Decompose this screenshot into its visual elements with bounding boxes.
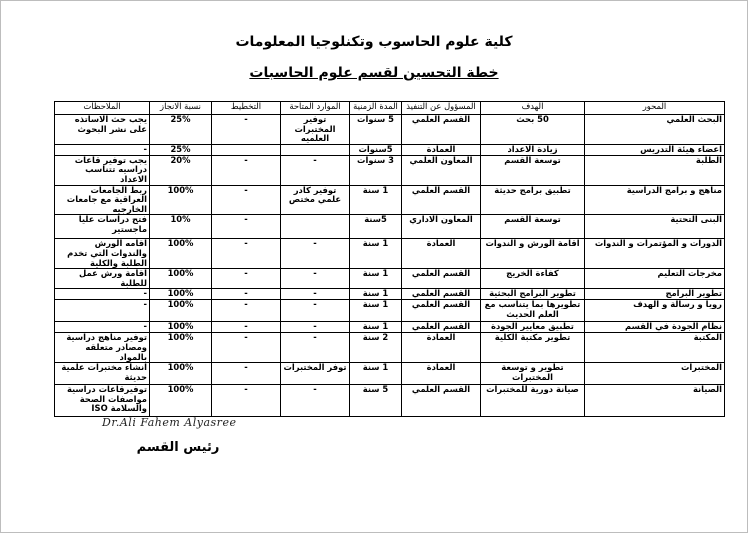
cell-planning: - bbox=[212, 333, 281, 363]
cell-resources: - bbox=[281, 322, 350, 333]
cell-duration: 1 سنة bbox=[350, 239, 402, 269]
cell-planning: - bbox=[212, 322, 281, 333]
table-row bbox=[55, 269, 725, 289]
plan-title: خطة التحسين لقسم علوم الحاسبات bbox=[249, 65, 499, 81]
cell-goal: تطوير البرامج البحثية bbox=[481, 289, 585, 300]
cell-goal: زيادة الاعداد bbox=[481, 144, 585, 155]
cell-duration: 2 سنة bbox=[350, 333, 402, 363]
header-completion-rate: نسبة الانجاز bbox=[150, 102, 212, 115]
cell-goal: توسعة القسم bbox=[481, 155, 585, 185]
cell-completion-rate: 100% bbox=[150, 239, 212, 269]
table-row bbox=[55, 289, 725, 300]
cell-notes: فتح دراسات عليا ماجستير bbox=[55, 215, 150, 239]
cell-notes: - bbox=[55, 289, 150, 300]
cell-responsible: العمادة bbox=[402, 239, 481, 269]
cell-completion-rate: 20% bbox=[150, 155, 212, 185]
cell-responsible: القسم العلمي bbox=[402, 269, 481, 289]
cell-planning: - bbox=[212, 269, 281, 289]
cell-responsible: العمادة bbox=[402, 363, 481, 385]
cell-duration: 1 سنة bbox=[350, 289, 402, 300]
cell-planning: - bbox=[212, 363, 281, 385]
cell-duration: 5سنوات bbox=[350, 144, 402, 155]
header-resources: الموارد المتاحة bbox=[281, 102, 350, 115]
cell-resources: - bbox=[281, 289, 350, 300]
cell-duration: 1 سنة bbox=[350, 300, 402, 322]
cell-responsible: القسم العلمي bbox=[402, 115, 481, 145]
cell-planning: - bbox=[212, 115, 281, 145]
cell-completion-rate: 100% bbox=[150, 385, 212, 417]
signature: Dr.Ali Fahem Alyasree bbox=[102, 416, 237, 429]
cell-planning: - bbox=[212, 239, 281, 269]
header-responsible: المسؤول عن التنفيذ bbox=[402, 102, 481, 115]
cell-axis: الدورات و المؤتمرات و الندوات bbox=[585, 239, 725, 269]
cell-duration: 1 سنة bbox=[350, 322, 402, 333]
cell-goal: كفاءة الخريج bbox=[481, 269, 585, 289]
cell-duration: 5 سنة bbox=[350, 385, 402, 417]
table-row bbox=[55, 144, 725, 155]
header-duration: المدة الزمنية bbox=[350, 102, 402, 115]
table-row bbox=[55, 215, 725, 239]
header-axis: المحور bbox=[585, 102, 725, 115]
table-row bbox=[55, 115, 725, 145]
cell-goal: صيانة دورية للمختبرات bbox=[481, 385, 585, 417]
cell-axis: البنى التحتية bbox=[585, 215, 725, 239]
cell-planning: - bbox=[212, 215, 281, 239]
cell-planning: - bbox=[212, 185, 281, 215]
cell-notes: يجب توفير قاعات دراسيه تتناسب الاعداد bbox=[55, 155, 150, 185]
cell-resources: - bbox=[281, 269, 350, 289]
cell-notes: - bbox=[55, 322, 150, 333]
cell-responsible: القسم العلمي bbox=[402, 289, 481, 300]
cell-duration: 3 سنوات bbox=[350, 155, 402, 185]
cell-duration: 1 سنة bbox=[350, 185, 402, 215]
cell-axis: الصيانة bbox=[585, 385, 725, 417]
cell-responsible: العمادة bbox=[402, 144, 481, 155]
cell-responsible: القسم العلمي bbox=[402, 385, 481, 417]
cell-completion-rate: 100% bbox=[150, 300, 212, 322]
cell-goal: اقامة الورش و الندوات bbox=[481, 239, 585, 269]
cell-notes: انشاء مختبرات علمية حديثة bbox=[55, 363, 150, 385]
table-row bbox=[55, 322, 725, 333]
cell-notes: ربط الجامعات العراقية مع جامعات الخارجيه bbox=[55, 185, 150, 215]
header-goal: الهدف bbox=[481, 102, 585, 115]
cell-resources: - bbox=[281, 333, 350, 363]
department-head-label: رئيس القسم bbox=[136, 440, 220, 455]
cell-planning: - bbox=[212, 300, 281, 322]
cell-completion-rate: 25% bbox=[150, 144, 212, 155]
header-planning: التخطيط bbox=[212, 102, 281, 115]
improvement-plan-table bbox=[54, 101, 725, 417]
table-row bbox=[55, 155, 725, 185]
table-row bbox=[55, 300, 725, 322]
table-row bbox=[55, 239, 725, 269]
cell-goal: تطوير مكتبة الكلية bbox=[481, 333, 585, 363]
cell-completion-rate: 100% bbox=[150, 363, 212, 385]
cell-axis: تطوير البرامج bbox=[585, 289, 725, 300]
cell-axis: اعضاء هيئة التدريس bbox=[585, 144, 725, 155]
cell-completion-rate: 100% bbox=[150, 289, 212, 300]
cell-responsible: العمادة bbox=[402, 333, 481, 363]
cell-completion-rate: 100% bbox=[150, 322, 212, 333]
cell-notes: - bbox=[55, 144, 150, 155]
cell-axis: مناهج و برامج الدراسية bbox=[585, 185, 725, 215]
cell-notes: يجب حث الاساتذه على نشر البحوث bbox=[55, 115, 150, 145]
header-row bbox=[55, 102, 725, 115]
cell-resources: توفر المختبرات bbox=[281, 363, 350, 385]
cell-planning bbox=[212, 144, 281, 155]
cell-axis: نظام الجودة في القسم bbox=[585, 322, 725, 333]
table-row bbox=[55, 385, 725, 417]
cell-resources: توفير المختبرات العلميه bbox=[281, 115, 350, 145]
cell-duration: 5سنة bbox=[350, 215, 402, 239]
cell-planning: - bbox=[212, 289, 281, 300]
cell-resources: توفير كادر علمي مختص bbox=[281, 185, 350, 215]
cell-resources bbox=[281, 144, 350, 155]
cell-completion-rate: 10% bbox=[150, 215, 212, 239]
cell-goal: 50 بحث bbox=[481, 115, 585, 145]
cell-responsible: القسم العلمي bbox=[402, 322, 481, 333]
table-row bbox=[55, 333, 725, 363]
cell-responsible: المعاون العلمي bbox=[402, 155, 481, 185]
cell-duration: 1 سنة bbox=[350, 269, 402, 289]
cell-goal: تطبيق معايير الجودة bbox=[481, 322, 585, 333]
cell-goal: تطويرها بما يتناسب مع العلم الحديث bbox=[481, 300, 585, 322]
cell-axis: رويا و رسالة و الهدف bbox=[585, 300, 725, 322]
cell-completion-rate: 100% bbox=[150, 185, 212, 215]
cell-resources: - bbox=[281, 155, 350, 185]
cell-notes: اقامة ورش عمل للطلبة bbox=[55, 269, 150, 289]
cell-completion-rate: 25% bbox=[150, 115, 212, 145]
table-row bbox=[55, 363, 725, 385]
cell-notes: - bbox=[55, 300, 150, 322]
cell-axis: المختبرات bbox=[585, 363, 725, 385]
header-notes: الملاحظات bbox=[55, 102, 150, 115]
cell-goal: تطوير و توسعة المختبرات bbox=[481, 363, 585, 385]
college-title: كلية علوم الحاسوب وتكنلوجيا المعلومات bbox=[235, 34, 513, 50]
cell-axis: الطلبة bbox=[585, 155, 725, 185]
cell-planning: - bbox=[212, 385, 281, 417]
cell-notes: توفير مناهج دراسية ومصادر متعلقه بالمواد bbox=[55, 333, 150, 363]
cell-responsible: القسم العلمي bbox=[402, 185, 481, 215]
cell-axis: المكتبة bbox=[585, 333, 725, 363]
cell-resources: - bbox=[281, 385, 350, 417]
cell-resources bbox=[281, 215, 350, 239]
cell-duration: 1 سنة bbox=[350, 363, 402, 385]
cell-notes: توفيرقاعات دراسية مواصفات الصحة والسلامة ISO bbox=[55, 385, 150, 417]
cell-notes: اقامه الورش والندوات التي تخدم الطلبة والكلية bbox=[55, 239, 150, 269]
cell-goal: تطبيق برامج حديثة bbox=[481, 185, 585, 215]
table-row bbox=[55, 185, 725, 215]
cell-axis: البحث العلمي bbox=[585, 115, 725, 145]
cell-resources: - bbox=[281, 239, 350, 269]
cell-axis: مخرجات التعليم bbox=[585, 269, 725, 289]
cell-goal: توسعة القسم bbox=[481, 215, 585, 239]
cell-responsible: المعاون الاداري bbox=[402, 215, 481, 239]
cell-responsible: القسم العلمي bbox=[402, 300, 481, 322]
cell-completion-rate: 100% bbox=[150, 333, 212, 363]
cell-duration: 5 سنوات bbox=[350, 115, 402, 145]
cell-completion-rate: 100% bbox=[150, 269, 212, 289]
cell-resources: - bbox=[281, 300, 350, 322]
cell-planning: - bbox=[212, 155, 281, 185]
